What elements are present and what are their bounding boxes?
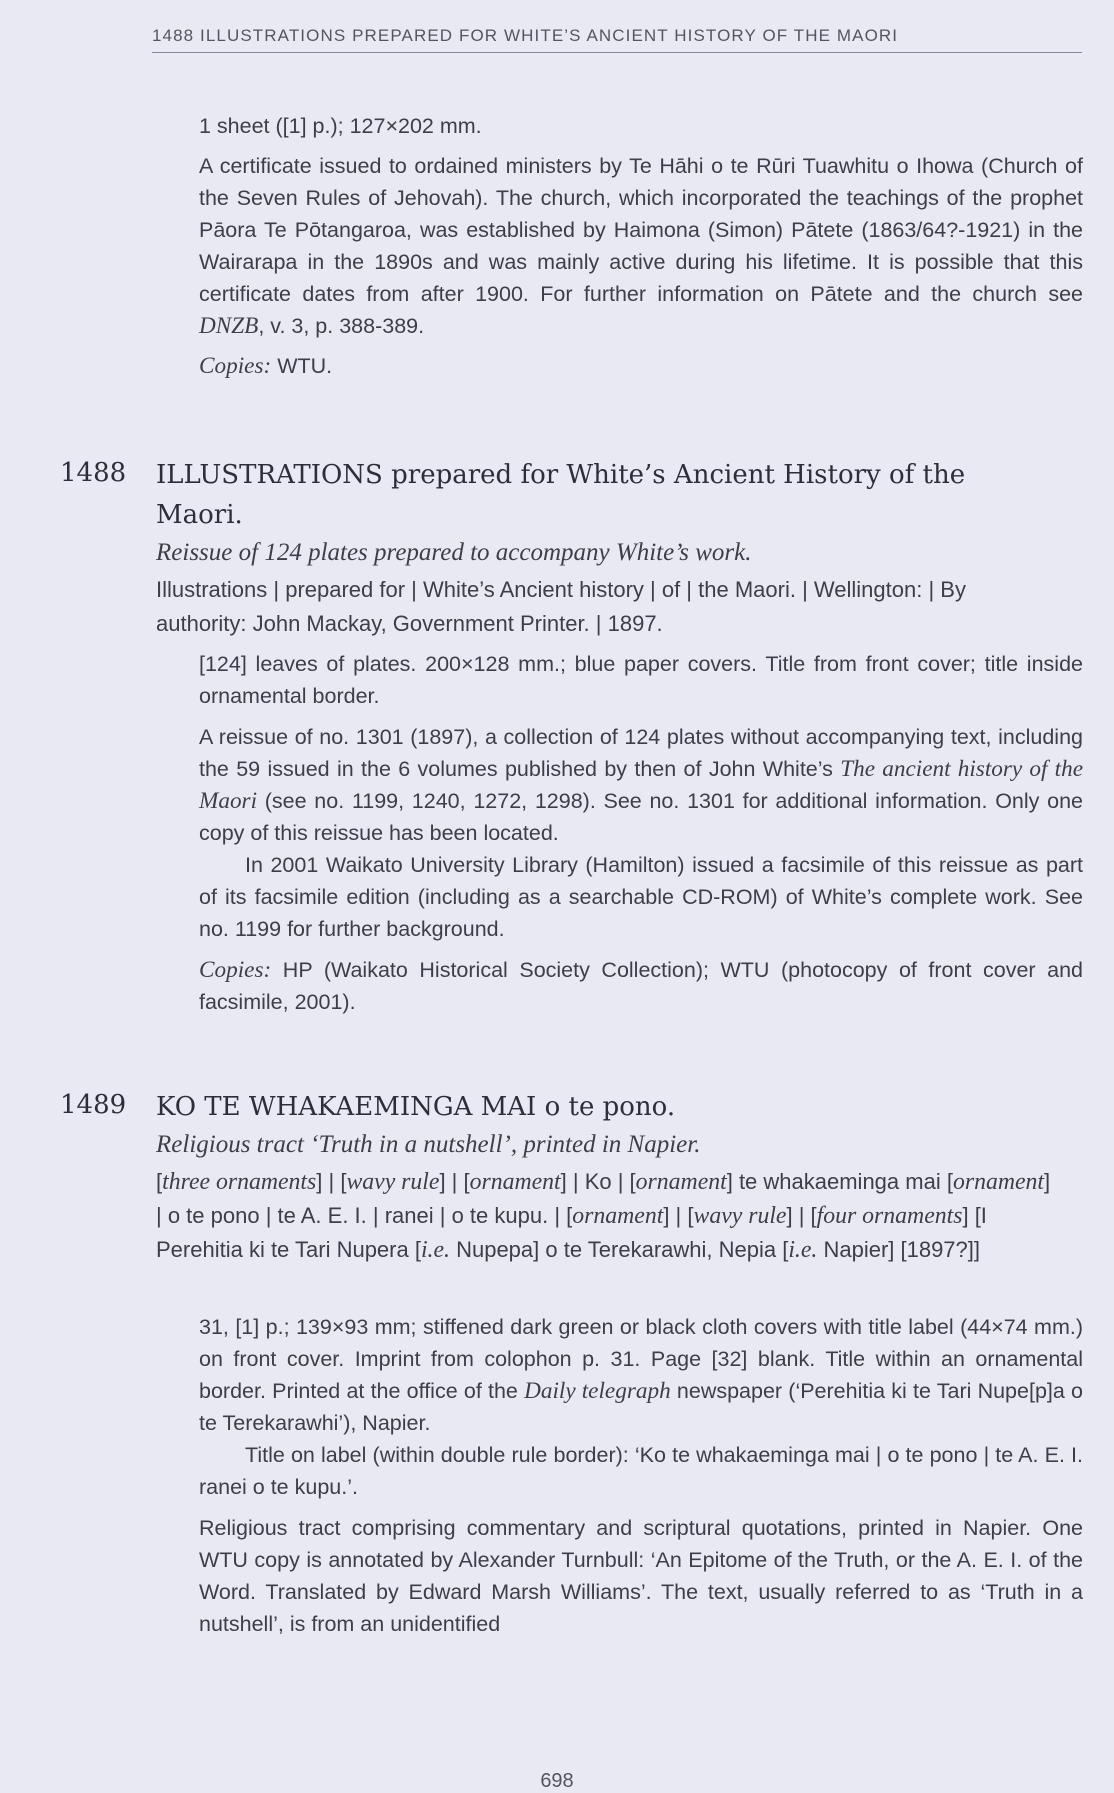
running-head: 1488 ILLUSTRATIONS PREPARED FOR WHITE’S ANCIENT HISTORY OF THE MAORI <box>152 26 1082 53</box>
label-note-1489: Title on label (within double rule border): ‘Ko te whakaeminga mai | o te pono | te A. E. I. ranei o te kupu.’. <box>199 1443 1083 1499</box>
entry-subtitle-1489: Religious tract ‘Truth in a nutshell’, printed in Napier. <box>156 1131 701 1158</box>
collation-1488: [124] leaves of plates. 200×128 mm.; blue paper covers. Title from front cover; title inside ornamental border. <box>199 652 1083 708</box>
collation-1489: 31, [1] p.; 139×93 mm; stiffened dark green or black cloth covers with title label (44×74 mm.) on front cover. Imprint from colophon p. 31. Page [32] blank. Title within an ornamental border. Printed at the office of the Daily telegraph newspaper (‘Perehitia ki te Tari Nupe[p]a o te Terekarawhi’), Napier. <box>199 1315 1083 1435</box>
note-1488-b: In 2001 Waikato University Library (Hamilton) issued a facsimile of this reissue as part of its facsimile edition (including as a searchable CD-ROM) of White’s complete work. See no. 1199 for further background. <box>199 853 1083 941</box>
entry-number-1489: 1489 <box>60 1090 127 1120</box>
page-number: 698 <box>540 1770 574 1792</box>
prev-entry <box>199 110 1083 382</box>
prev-collation: 1 sheet ([1] p.); 127×202 mm. <box>199 114 482 138</box>
entry-number-1488: 1488 <box>60 458 127 488</box>
prev-note: A certificate issued to ordained ministers by Te Hāhi o te Rūri Tuawhitu o Ihowa (Church of the Seven Rules of Jehovah). The church, which incorporated the teachings of the prophet Pāora Te Pōtangaroa, was established by Haimona (Simon) Pātete (1863/64?-1921) in the Wairarapa in the 1890s and was mainly active during his lifetime. It is possible that this certificate dates from after 1900. For further information on Pātete and the church see DNZB, v. 3, p. 388-389. <box>199 154 1083 339</box>
entry-title-1489: KO TE WHAKAEMINGA MAI o te pono. <box>156 1092 676 1122</box>
entry-title-1488: ILLUSTRATIONS prepared for White’s Ancient History of the Maori. <box>156 460 966 530</box>
copies-1488: Copies: HP (Waikato Historical Society Collection); WTU (photocopy of front cover and facsimile, 2001). <box>199 957 1083 1014</box>
entry-1488 <box>156 455 1056 641</box>
entry-1488-notes <box>199 648 1083 1018</box>
note-1488-a: A reissue of no. 1301 (1897), a collection of 124 plates without accompanying text, including the 59 issued in the 6 volumes published by then of John White’s The ancient history of the Maori (see no. 1199, 1240, 1272, 1298). See no. 1301 for additional information. Only one copy of this reissue has been located. <box>199 725 1084 845</box>
entry-1489 <box>156 1087 1056 1267</box>
entry-1489-notes <box>199 1311 1083 1640</box>
note-1489: Religious tract comprising commentary and scriptural quotations, printed in Napier. One WTU copy is annotated by Alexander Turnbull: ‘An Epitome of the Truth, or the A. E. I. of the Word. Translated by Edward Marsh Williams’. The text, usually referred to as ‘Truth in a nutshell’, is from an unidentified <box>199 1516 1083 1636</box>
title-transcription-1488: Illustrations | prepared for | White’s Ancient history | of | the Maori. | Wellington: | By authority: John Mackay, Government Printer. | 1897. <box>156 577 966 636</box>
entry-subtitle-1488: Reissue of 124 plates prepared to accompany White’s work. <box>156 539 752 566</box>
prev-copies: Copies: WTU. <box>199 353 333 379</box>
title-transcription-1489: [three ornaments] | [wavy rule] | [ornament] | Ko | [ornament] te whakaeminga mai [ornament] | o te pono | te A. E. I. | ranei | o te kupu. | [ornament] | [wavy rule] | [four ornaments] [I Perehitia ki te Tari Nupera [i.e. Nupepa] o te Terekarawhi, Nepia [i.e. Napier] [1897?]] <box>156 1169 1051 1263</box>
